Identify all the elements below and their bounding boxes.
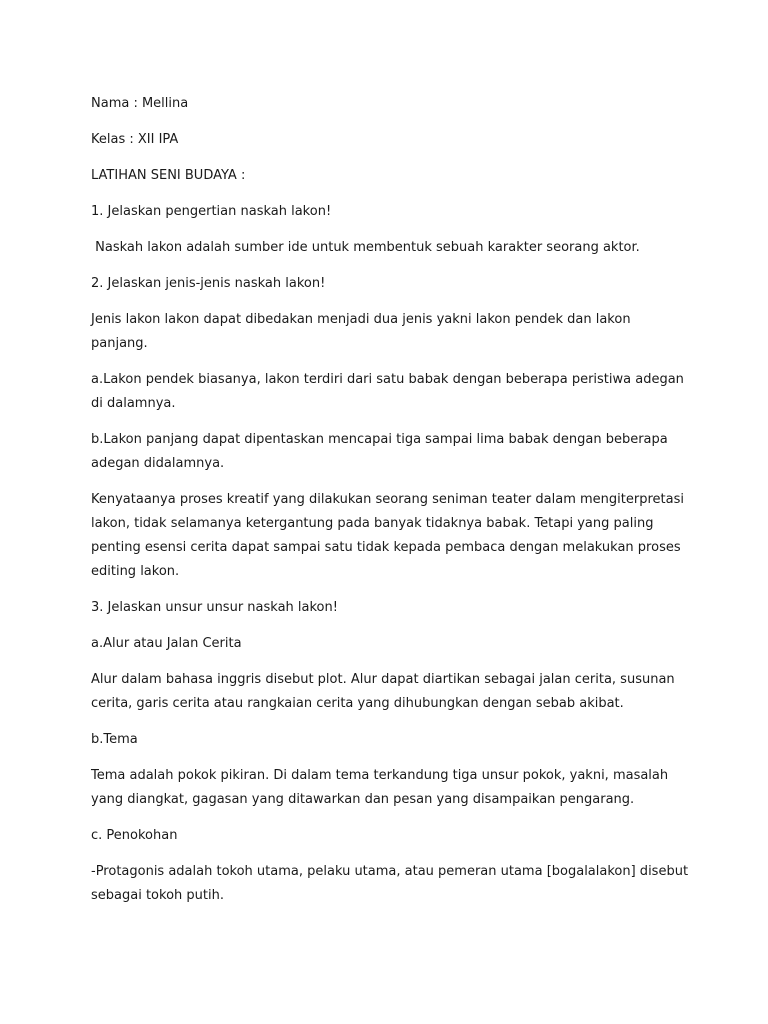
question-1: 1. Jelaskan pengertian naskah lakon!	[91, 204, 332, 219]
answer-2-point-b: b.Lakon panjang dapat dipentaskan mencapai tiga sampai lima babak dengan beberapa adegan didalamnya.	[91, 432, 668, 471]
answer-3-penokohan-text: -Protagonis adalah tokoh utama, pelaku utama, atau pemeran utama [bogalalakon] disebut sebagai tokoh putih.	[91, 864, 689, 903]
answer-3-penokohan-title: c. Penokohan	[91, 828, 178, 843]
question-3: 3. Jelaskan unsur unsur naskah lakon!	[91, 600, 338, 615]
answer-1: Naskah lakon adalah sumber ide untuk membentuk sebuah karakter seorang aktor.	[91, 240, 640, 255]
answer-3-tema-text: Tema adalah pokok pikiran. Di dalam tema terkandung tiga unsur pokok, yakni, masalah yang diangkat, gagasan yang ditawarkan dan pesan yang disampaikan pengarang.	[91, 768, 669, 807]
answer-3-alur-text: Alur dalam bahasa inggris disebut plot. Alur dapat diartikan sebagai jalan cerita, susunan cerita, garis cerita atau rangkaian cerita yang dihubungkan dengan sebab akibat.	[91, 672, 675, 711]
student-class: Kelas : XII IPA	[91, 132, 179, 147]
student-name: Nama : Mellina	[91, 96, 189, 111]
document-body	[91, 92, 691, 920]
answer-2-point-a: a.Lakon pendek biasanya, lakon terdiri dari satu babak dengan beberapa peristiwa adegan di dalamnya.	[91, 372, 684, 411]
question-2: 2. Jelaskan jenis-jenis naskah lakon!	[91, 276, 326, 291]
exercise-heading: LATIHAN SENI BUDAYA :	[91, 168, 246, 183]
answer-2-intro: Jenis lakon lakon dapat dibedakan menjadi dua jenis yakni lakon pendek dan lakon panjang.	[91, 312, 631, 351]
answer-3-alur-title: a.Alur atau Jalan Cerita	[91, 636, 242, 651]
answer-3-tema-title: b.Tema	[91, 732, 138, 747]
answer-2-note: Kenyataanya proses kreatif yang dilakukan seorang seniman teater dalam mengiterpretasi lakon, tidak selamanya ketergantung pada banyak tidaknya babak. Tetapi yang paling penting esensi cerita dapat sampai satu tidak kepada pembaca dengan melakukan proses editing lakon.	[91, 492, 684, 579]
